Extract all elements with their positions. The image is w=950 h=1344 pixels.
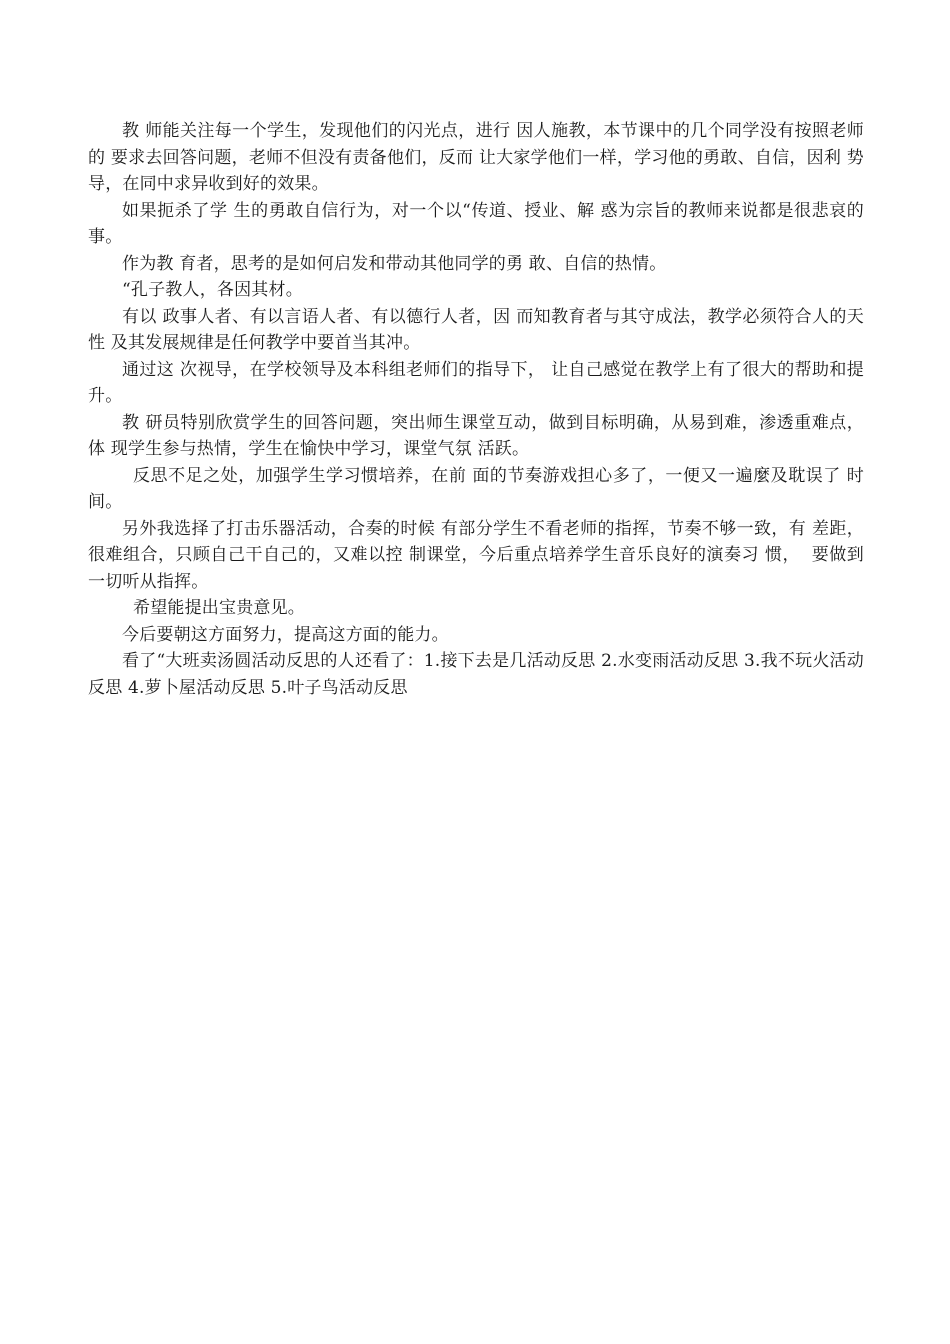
related-articles-paragraph: 看了“大班卖汤圆活动反思的人还看了：1.接下去是几活动反思 2.水变雨活动反思 3.我不玩火活动反思 4.萝卜屋活动反思 5.叶子鸟活动反思 [88,651,864,698]
paragraph: 今后要朝这方面努力，提高这方面的能力。 [122,624,449,645]
paragraph: 如果扼杀了学 生的勇敢自信行为，对一个以“传道、授业、解 惑为宗旨的教师来说都是很悲哀的事。 [88,200,864,247]
paragraph: “孔子教人，各因其材。 [122,280,303,300]
paragraph: 教 研员特别欣赏学生的回答问题，突出师生课堂互动，做到目标明确，从易到难，渗透重难点，体 现学生参与热情，学生在愉快中学习，课堂气氛 活跃。 [88,412,864,459]
paragraph: 作为教 育者，思考的是如何启发和带动其他同学的勇 敢、自信的热情。 [122,253,667,274]
paragraph: 另外我选择了打击乐器活动，合奏的时候 有部分学生不看老师的指挥，节奏不够一致，有 差距，很难组合，只顾自己干自己的，又难以控 制课堂，今后重点培养学生音乐良好的演奏习 惯， 要做到一切听从指挥。 [88,518,864,592]
paragraph: 有以 政事人者、有以言语人者、有以德行人者，因 而知教育者与其守成法，教学必须符合人的天性 及其发展规律是任何教学中要首当其冲。 [88,306,864,353]
paragraph: 反思不足之处，加强学生学习惯培养，在前 面的节奏游戏担心多了，一便又一遍麼及耽误了 时间。 [88,465,864,512]
paragraph: 希望能提出宝贵意见。 [133,598,305,618]
paragraph: 通过这 次视导，在学校领导及本科组老师们的指导下， 让自己感觉在教学上有了很大的帮助和提升。 [88,359,864,406]
document-body [88,118,864,701]
paragraph: 教 师能关注每一个学生，发现他们的闪光点，进行 因人施教，本节课中的几个同学没有按照老师的 要求去回答问题，老师不但没有责备他们，反而 让大家学他们一样，学习他的勇敢、自信，因利 势导，在同中求异收到好的效果。 [88,121,864,194]
